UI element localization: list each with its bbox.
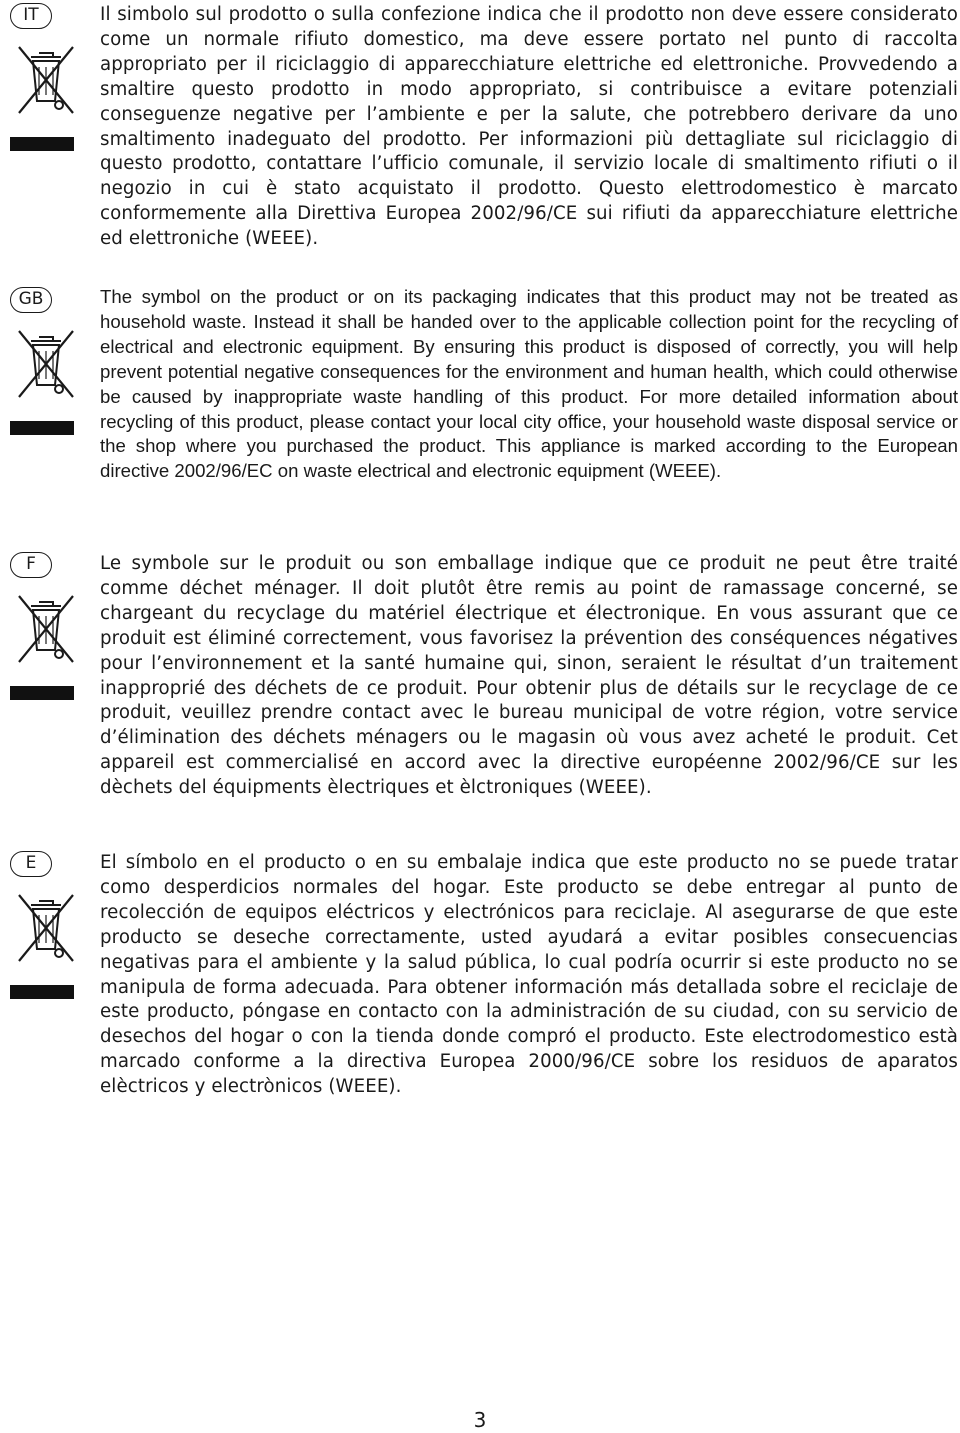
crossed-out-wheelie-bin-icon — [13, 592, 79, 666]
section-text: Le symbole sur le produit ou son emballage indique que ce produit ne peut être traité comme déchet ménager. Il doit plutôt être remis au point de ramassage concerné, se chargeant du recyclage du matériel électrique et électronique. En vous assurant que ce produit est éliminé correctement, vous favorisez la prévention des conséquences négatives pour l’environnement et la santé humaine qui, sinon, seraient le résultat d’un traitement inapproprié des déchets de ce produit. Pour obtenir plus de détails sur le recyclage de ce produit, veuillez prendre contact avec le bureau municipal de votre région, votre service d’élimination des déchets ménagers ou le magasin où vous avez acheté le produit. Cet appareil est commercialisé en accord avec la directive européenne 2002/96/CE sur les dèchets del équipments èlectriques et èlctroniques (WEEE). — [100, 553, 958, 799]
language-badge: E — [10, 851, 52, 877]
separator-bar — [10, 985, 74, 999]
language-badge: IT — [10, 3, 52, 29]
language-badge: GB — [10, 287, 52, 313]
section-text: Il simbolo sul prodotto o sulla confezione indica che il prodotto non deve essere considerato come un normale rifiuto domestico, ma deve essere portato nel punto di raccolta appropriato per il riciclaggio di apparecchiature elettriche ed elettroniche. Provvedendo a smaltire questo prodotto in modo appropriato, si contribuisce a evitare potenziali conseguenze negative per l’ambiente e per la salute, che potrebbero derivare da uno smaltimento inadeguato del prodotto. Per informazioni più dettagliate sul riciclaggio di questo prodotto, contattare l’ufficio comunale, il servizio locale di smaltimento rifiuti o il negozio in cui è stato acquistato il prodotto. Questo elettrodomestico è marcato conformemente alla Direttiva Europea 2002/96/CE sui rifiuti da apparecchiature elettriche ed elettroniche (WEEE). — [100, 4, 958, 250]
page-number: 3 — [473, 1408, 487, 1432]
crossed-out-wheelie-bin-icon — [13, 43, 79, 117]
section-text: El símbolo en el producto o en su embalaje indica que este producto no se puede tratar como desperdicios normales del hogar. Este producto se debe entregar al punto de recolección de equipos eléctricos y electrónicos para reciclaje. Al asegurarse de que este producto se deseche correctamente, usted ayudará a evitar posibles consecuencias negativas para el ambiente y la salud pública, lo cual podría ocurrir si este producto no se manipula de forma adecuada. Para obtener información más detallada sobre el reciclaje de este producto, póngase en contacto con la administración de su ciudad, con su servicio de desechos del hogar o con la tienda donde compró el producto. Este electrodomestico està marcado conforme a la directiva Europea 2000/96/CE sobre los residuos de aparatos elèctricos y electrònicos (WEEE). — [100, 852, 958, 1098]
separator-bar — [10, 137, 74, 151]
separator-bar — [10, 686, 74, 700]
crossed-out-wheelie-bin-icon — [13, 327, 79, 401]
language-badge: F — [10, 552, 52, 578]
separator-bar — [10, 421, 74, 435]
crossed-out-wheelie-bin-icon — [13, 891, 79, 965]
section-text: The symbol on the product or on its packaging indicates that this product may not be treated as household waste. Instead it shall be handed over to the applicable collection point for the recycling of electrical and electronic equipment. By ensuring this product is disposed of correctly, you will help prevent potential negative consequences for the environment and human health, which could otherwise be caused by inappropriate waste handling of this product. For more detailed information about recycling of this product, please contact your local city office, your household waste disposal service or the shop where you purchased the product. This appliance is marked according to the European directive 2002/96/EC on waste electrical and electronic equipment (WEEE). — [100, 286, 958, 482]
